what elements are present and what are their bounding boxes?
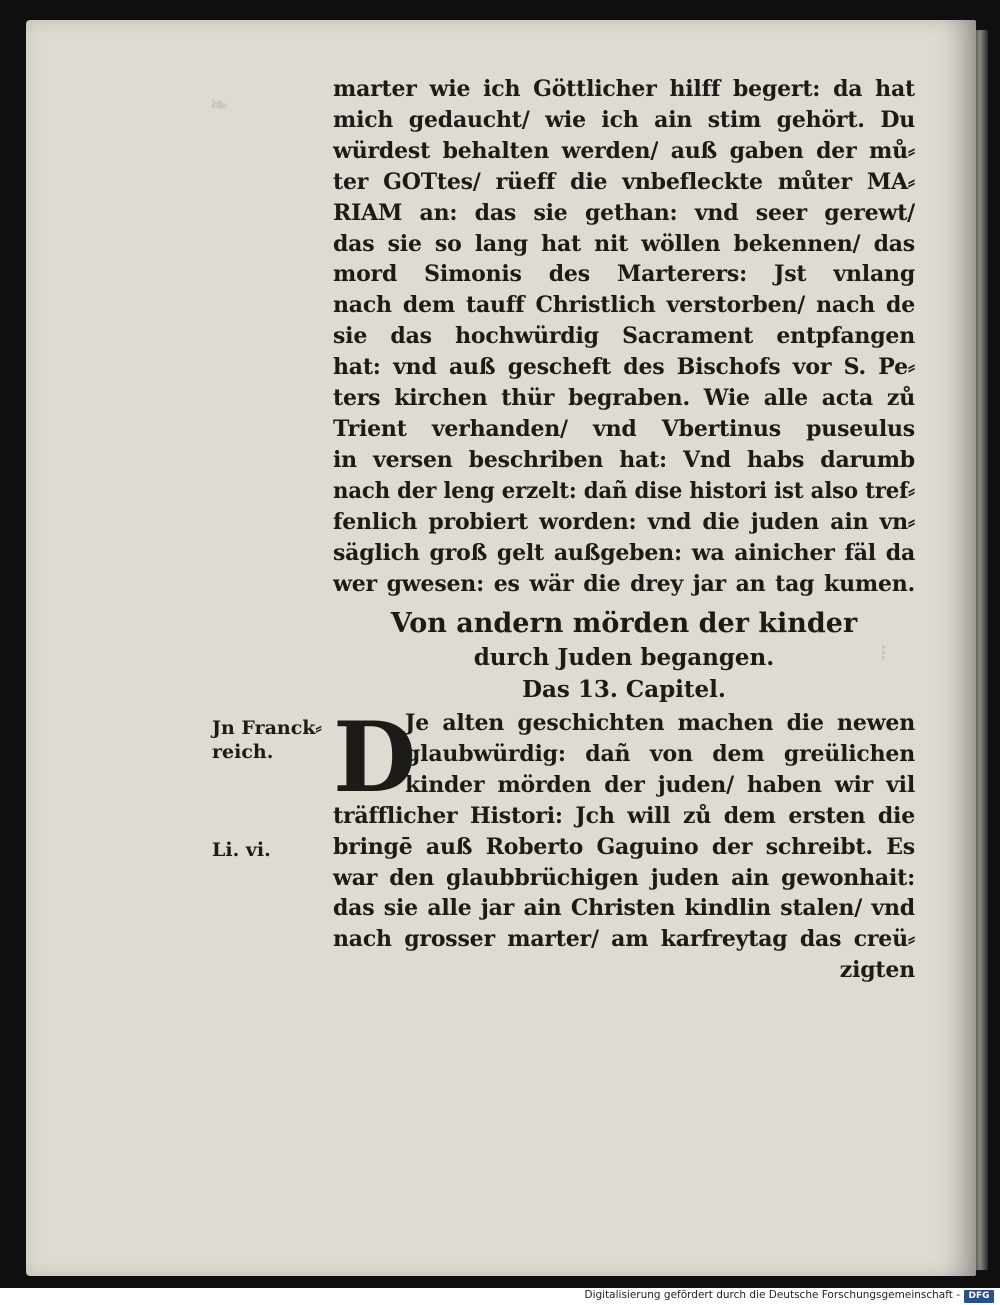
- text-line: hat: vnd auß gescheft des Bischofs vor S. Pe⸗: [333, 354, 915, 381]
- marginal-note-line: reich.: [212, 741, 274, 763]
- chapter-heading: [333, 606, 915, 706]
- chapter-title: Von andern mörden der kinder: [390, 608, 858, 639]
- text-line: mord Simonis des Marterers: Jst vnlang: [333, 261, 915, 288]
- text-line: ters kirchen thür begraben. Wie alle acta zů: [333, 385, 915, 412]
- text-line: nach dem tauff Christlich verstorben/ nach de: [333, 292, 915, 319]
- text-line: war den glaubbrüchigen juden ain gewonhait:: [333, 864, 915, 891]
- text-line: in versen beschriben hat: Vnd habs darumb: [333, 446, 915, 473]
- marginal-note-line: Jn Franck⸗: [212, 717, 322, 739]
- text-line: wer gwesen: es wär die drey jar an tag kumen.: [333, 570, 915, 597]
- text-line: das sie alle jar ain Christen kindlin stalen/ vnd: [333, 895, 915, 922]
- funding-credit: Digitalisierung gefördert durch die Deutsche Forschungsgemeinschaft -: [584, 1289, 960, 1301]
- text-line: Je alten geschichten machen die newen: [405, 710, 915, 736]
- text-line: nach grosser marter/ am karfreytag das creü⸗: [333, 926, 915, 953]
- text-line: bringē auß Roberto Gaguino der schreibt. Es: [333, 833, 915, 860]
- bleed-through-mark: ⁝: [880, 640, 887, 666]
- text-line: würdest behalten werden/ auß gaben der mů⸗: [333, 137, 915, 164]
- text-line: kinder mörden der juden/ haben wir vil: [405, 771, 915, 798]
- text-line: fenlich probiert worden: vnd die juden ain vn⸗: [333, 508, 915, 535]
- text-line: glaubwürdig: dañ von dem greülichen: [405, 740, 915, 767]
- marginal-note-source: Li. vi.: [212, 839, 271, 861]
- bleed-through-mark: ❧: [210, 92, 229, 118]
- dfg-logo-icon: DFG: [964, 1290, 994, 1303]
- text-line: nach der leng erzelt: dañ dise histori ist also tref⸗: [333, 477, 915, 504]
- catchword: zigten: [839, 957, 915, 984]
- main-text-block: [333, 74, 915, 599]
- chapter-number: Das 13. Capitel.: [522, 676, 726, 703]
- text-line: ter GOTtes/ rüeff die vnbefleckte můter MA⸗: [333, 168, 915, 195]
- text-line: säglich groß gelt außgeben: wa ainicher fäl da: [333, 539, 915, 566]
- text-line: marter wie ich Göttlicher hilff begert: da hat: [333, 76, 915, 102]
- chapter-text-block: [333, 701, 915, 986]
- marginal-note-place: [212, 716, 332, 764]
- text-line: träfflicher Histori: Jch will zů dem ersten die: [333, 802, 915, 829]
- text-line: RIAM an: das sie gethan: vnd seer gerewt/: [333, 199, 915, 226]
- text-line: das sie so lang hat nit wöllen bekennen/ das: [333, 230, 915, 257]
- text-line: sie das hochwürdig Sacrament entpfangen: [333, 323, 915, 350]
- text-line: mich gedaucht/ wie ich ain stim gehört. Du: [333, 106, 915, 133]
- drop-cap-initial: D: [333, 701, 417, 814]
- chapter-subtitle: durch Juden begangen.: [473, 644, 775, 671]
- text-line: Trient verhanden/ vnd Vbertinus puseulus: [333, 415, 915, 442]
